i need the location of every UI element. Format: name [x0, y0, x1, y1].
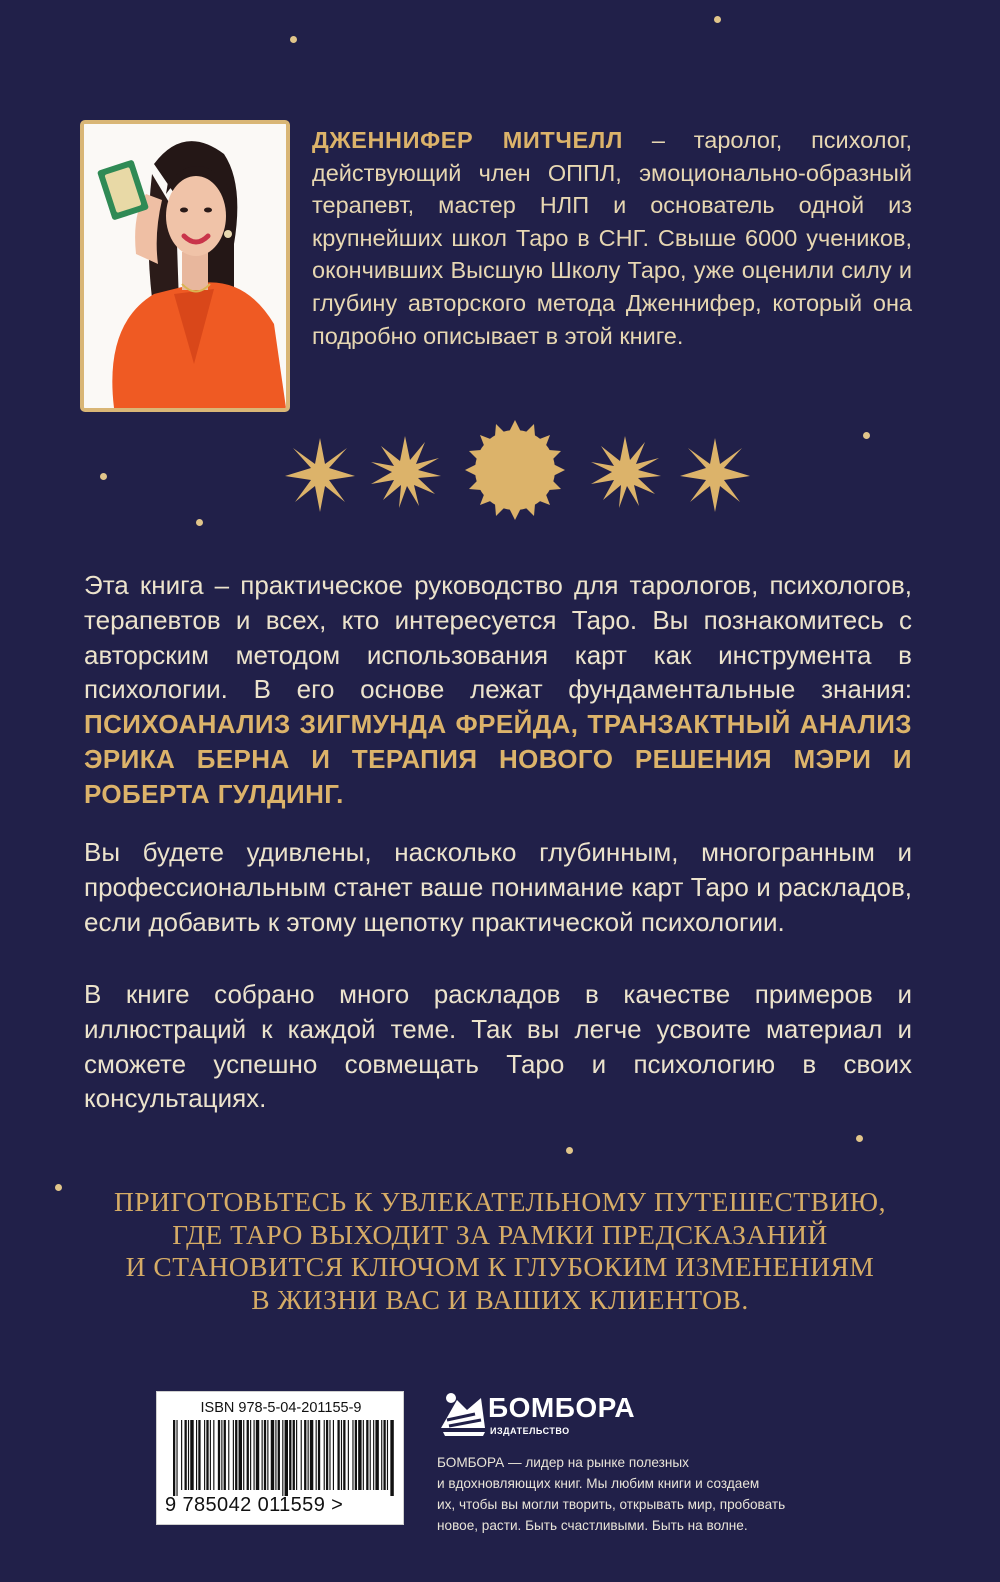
star-dot: [566, 1147, 573, 1154]
barcode-bar: [275, 1420, 276, 1490]
starburst-icon: [591, 436, 661, 508]
tagline-line: В ЖИЗНИ ВАС И ВАШИХ КЛИЕНТОВ.: [251, 1283, 749, 1315]
barcode-bar: [198, 1420, 200, 1490]
barcode-bar: [233, 1420, 234, 1490]
barcode-bar: [282, 1420, 283, 1496]
barcode-bar: [206, 1420, 208, 1490]
publisher-subtitle: ИЗДАТЕЛЬСТВО: [490, 1426, 570, 1436]
barcode-bar: [390, 1420, 393, 1496]
barcode-bar: [324, 1420, 325, 1490]
barcode-bar: [296, 1420, 297, 1490]
barcode-bar: [256, 1420, 259, 1490]
author-photo: [80, 120, 290, 412]
barcode-bar: [337, 1420, 339, 1490]
barcode-bar: [181, 1420, 182, 1490]
barcode-bar: [264, 1420, 266, 1490]
isbn-label: ISBN 978-5-04-201155-9: [200, 1400, 362, 1416]
description-paragraph-3: В книге собрано много раскладов в качестве примеров и иллюстраций к каждой теме. Так вы легче усвоите материал и сможете успешно совмещать Таро и психологию в своих консультациях.: [84, 979, 912, 1114]
barcode-bar: [262, 1420, 263, 1490]
barcode-bar: [221, 1420, 222, 1490]
barcode-bar: [375, 1420, 378, 1490]
barcode-bar: [343, 1420, 345, 1490]
publisher-description-line: БОМБОРА — лидер на рынке полезных: [437, 1455, 689, 1470]
author-bio-text: – таролог, психолог, действующий член ОППЛ, эмоционально-образный терапевт, мастер НЛП и основатель одной из крупнейших школ Таро в СНГ. Свыше 6000 учеников, окончивших Высшую Школу Таро, уже оценили силу и глубину авторского метода Дженнифер, который она подробно описывает в этой книге.: [312, 127, 913, 349]
barcode-bar: [381, 1420, 382, 1490]
publisher-description: [437, 1452, 877, 1536]
barcode-bar: [210, 1420, 211, 1490]
barcode-bar: [310, 1420, 313, 1490]
star-dot: [856, 1135, 863, 1142]
barcode-bar: [301, 1420, 302, 1490]
barcode-bar: [243, 1420, 244, 1490]
stars-ornament: [285, 420, 755, 530]
barcode-bar: [250, 1420, 251, 1490]
sun-icon: [465, 420, 565, 520]
description-paragraph-1: [84, 568, 912, 812]
barcode-bar: [329, 1420, 330, 1490]
publisher-name: БОМБОРА: [488, 1392, 636, 1423]
barcode-bar: [176, 1420, 177, 1496]
barcode-bar: [218, 1420, 220, 1490]
barcode-bar: [278, 1420, 280, 1490]
barcode-bar: [304, 1420, 306, 1490]
barcode-bar: [316, 1420, 317, 1490]
description-highlight: ПСИХОАНАЛИЗ ЗИГМУНДА ФРЕЙДА, ТРАНЗАКТНЫЙ АНАЛИЗ ЭРИКА БЕРНА И ТЕРАПИЯ НОВОГО РЕШЕНИЯ МЭРИ И РОБЕРТА ГУЛДИНГ.: [84, 709, 912, 809]
description-paragraph-2: Вы будете удивлены, насколько глубинным, многогранным и профессиональным станет ваше понимание карт Таро и раскладов, если добавить к этому щепотку практической психологии.: [84, 837, 912, 937]
sparkle-icon: [680, 438, 750, 512]
barcode-bar: [204, 1420, 205, 1490]
isbn-barcode-box: [156, 1391, 404, 1525]
barcode-bar: [185, 1420, 187, 1490]
barcode-bar: [366, 1420, 368, 1490]
tagline-line: ПРИГОТОВЬТЕСЬ К УВЛЕКАТЕЛЬНОМУ ПУТЕШЕСТВИЮ,: [114, 1186, 886, 1217]
barcode-bar: [293, 1420, 295, 1490]
author-name: ДЖЕННИФЕР МИТЧЕЛЛ: [312, 127, 623, 153]
tagline: [60, 1186, 940, 1316]
barcode-bar: [267, 1420, 268, 1490]
barcode-bar: [285, 1420, 288, 1496]
publisher-description-line: новое, расти. Быть счастливыми. Быть на волне.: [437, 1518, 748, 1533]
barcode-bar: [358, 1420, 361, 1490]
sparkle-icon: [285, 438, 355, 512]
starburst-icon: [371, 436, 441, 508]
barcode-bar: [173, 1420, 175, 1496]
star-dot: [100, 473, 107, 480]
star-dot: [714, 16, 721, 23]
publisher-logo-icon: [437, 1388, 489, 1440]
barcode-bar: [196, 1420, 197, 1490]
barcode-bar: [341, 1420, 342, 1490]
barcode-bar: [235, 1420, 237, 1490]
description-text: Эта книга – практическое руководство для тарологов, психологов, терапевтов и всех, кто интересуется Таро. Вы познакомитесь с авторским методом использования карт как инструмента в психологии. В его основе лежат фундаментальные знания:: [84, 570, 912, 705]
star-dot: [196, 519, 203, 526]
barcode-bar: [308, 1420, 309, 1490]
star-dot: [863, 432, 870, 439]
barcode-bar: [254, 1420, 255, 1490]
barcode-bar: [190, 1420, 193, 1490]
publisher-description-line: и вдохновляющих книг. Мы любим книги и создаем: [437, 1476, 760, 1491]
barcode-bar: [348, 1420, 349, 1490]
barcode-bar: [271, 1420, 274, 1490]
barcode-bar: [326, 1420, 328, 1490]
barcode-bar: [228, 1420, 229, 1490]
barcode-bar: [383, 1420, 385, 1490]
tagline-line: И СТАНОВИТСЯ КЛЮЧОМ К ГЛУБОКИМ ИЗМЕНЕНИЯМ: [125, 1251, 875, 1282]
barcode-bar: [387, 1420, 388, 1490]
barcode-bar: [373, 1420, 374, 1490]
isbn-digits: 9 785042 011559 >: [165, 1494, 344, 1516]
barcode-bar: [247, 1420, 249, 1490]
barcode-bar: [333, 1420, 334, 1490]
star-dot: [290, 36, 297, 43]
author-portrait-illustration: [84, 124, 286, 408]
barcode-bar: [224, 1420, 226, 1490]
barcode-bar: [213, 1420, 214, 1490]
barcode-bar: [363, 1420, 364, 1490]
publisher-description-line: их, чтобы вы могли творить, открывать мир, пробовать: [437, 1497, 786, 1512]
author-bio: [312, 124, 912, 352]
barcode: [171, 1420, 397, 1496]
barcode-bar: [239, 1420, 242, 1490]
barcode-bar: [352, 1420, 353, 1490]
barcode-bar: [355, 1420, 357, 1490]
tagline-line: ГДЕ ТАРО ВЫХОДИТ ЗА РАМКИ ПРЕДСКАЗАНИЙ: [172, 1218, 828, 1250]
barcode-bar: [318, 1420, 320, 1490]
barcode-bar: [188, 1420, 189, 1490]
barcode-bar: [370, 1420, 371, 1490]
barcode-bar: [289, 1420, 291, 1490]
